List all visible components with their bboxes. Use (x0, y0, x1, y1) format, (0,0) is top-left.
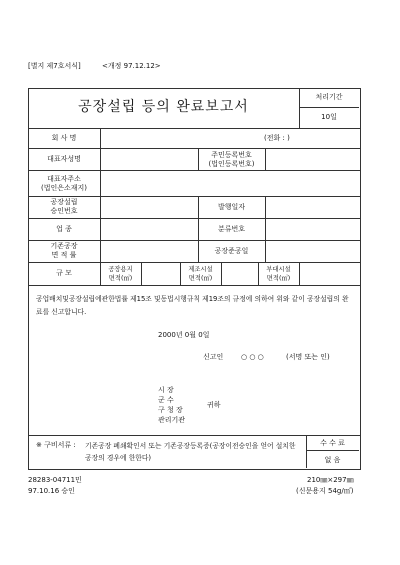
representative-address-label: 대표자주소 (법인은소재지) (40, 175, 88, 192)
addressee-agency: 관리기관 (158, 416, 186, 424)
classification-number-label: 분류번호 (217, 225, 246, 233)
representative-name-label: 대표자성명 (47, 155, 81, 163)
issue-date-label: 발행일자 (217, 203, 246, 211)
form-number: [별지 제7호서식] (28, 62, 81, 70)
paper-size: 210㎜×297㎜ (307, 476, 354, 484)
processing-period-value: 10일 (321, 113, 337, 121)
paper-type: (신문용지 54g/㎡) (296, 487, 354, 495)
industry-label: 업 종 (56, 225, 72, 233)
completion-date-label: 공장준공일 (214, 247, 249, 255)
manufacturing-area-label: 제조시설 면적(㎡) (188, 266, 213, 282)
fee-value: 없 음 (324, 456, 341, 464)
signature-note: (서명 또는 인) (286, 353, 330, 361)
factory-approval-number-label: 공장설립 승인번호 (50, 198, 78, 215)
revision-note: <개정 97.12.12> (102, 62, 161, 70)
attachment-text: 기존공장 폐쇄확인서 또는 기존공장등록증(공장이전승인을 얻어 설치한 공장의 경우에 한한다) (85, 442, 296, 462)
phone-label: (전화 : ) (264, 134, 290, 142)
site-area-label: 공장용지 면적(㎡) (108, 266, 133, 282)
processing-period-label: 처리기간 (315, 93, 343, 101)
company-name-label: 회 사 명 (51, 134, 77, 142)
resident-number-label: 주민등록번호 (법인등록번호) (208, 151, 255, 168)
form-code: 28283-04711민 (28, 476, 82, 484)
scale-label: 규 모 (56, 269, 72, 277)
declaration-text: 공업배치및공장설립에관한법률 제15조 및동법시행규칙 제19조의 규정에 의하여 위와 같이 공장설립의 완료를 신고합니다. (36, 295, 349, 316)
addressee-mayor: 시 장 (158, 386, 174, 394)
reporter-label: 신고인 (203, 353, 224, 361)
addressee-county-head: 군 수 (158, 396, 174, 404)
auxiliary-area-label: 부대시설 면적(㎡) (266, 266, 291, 282)
form-title: 공장설립 등의 완료보고서 (78, 99, 249, 115)
report-date: 2000년 0월 0일 (158, 331, 210, 339)
existing-factory-area-label: 기존공장 면 적 률 (50, 242, 78, 259)
addressee-district-head: 구 청 장 (158, 406, 183, 414)
fee-label: 수 수 료 (320, 439, 345, 447)
honorific: 귀하 (207, 401, 221, 409)
attachment-label: ※ 구비서류 : (36, 441, 76, 449)
reporter-name-marks: ○ ○ ○ (241, 353, 264, 361)
approval-date: 97.10.16 승인 (28, 487, 75, 495)
